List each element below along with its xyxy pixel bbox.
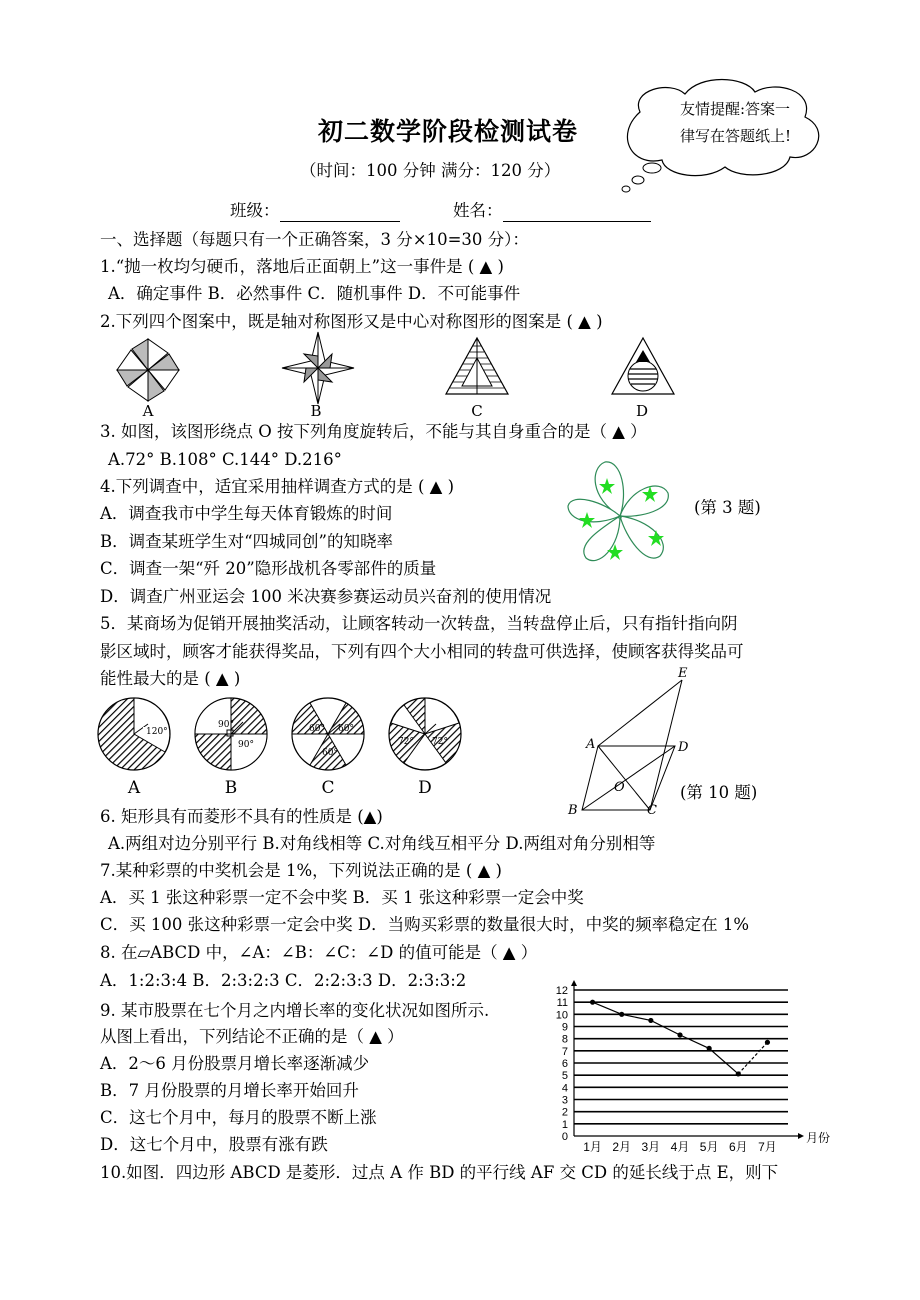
q10-point-o: O <box>614 780 625 795</box>
q9-line-1: 9. 某市股票在七个月之内增长率的变化状况如图所示. <box>100 1001 490 1020</box>
q5-spinners <box>96 694 476 780</box>
q2-label-d: D <box>635 402 649 420</box>
spinner-c-angle-2: 60° <box>338 724 354 734</box>
spinner-b-angle-1: 90° <box>218 720 234 730</box>
spinner-b <box>195 698 267 770</box>
q9-option-d: D．这七个月中，股票有涨有跌 <box>100 1135 328 1154</box>
q10-point-a: A <box>586 737 596 752</box>
q2-stem: 2.下列四个图案中，既是轴对称图形又是中心对称图形的图案是 ( ▲ ) <box>100 312 603 331</box>
q2-figure-b-compass <box>280 330 356 406</box>
q3-caption: (第 3 题) <box>694 498 761 517</box>
x-tick-label: 3月 <box>641 1140 661 1154</box>
x-axis-label: 月份 <box>806 1131 831 1145</box>
y-tick-label: 10 <box>555 1009 568 1022</box>
y-tick-label: 4 <box>561 1082 568 1095</box>
y-tick-label: 3 <box>561 1094 568 1107</box>
y-tick-label: 11 <box>556 997 568 1010</box>
y-tick-label: 8 <box>561 1033 568 1046</box>
x-tick-label: 6月 <box>728 1140 748 1154</box>
name-label: 姓名： <box>453 201 503 220</box>
spinner-c-angle-1: 60° <box>309 724 325 734</box>
q9-option-c: C．这七个月中，每月的股票不断上涨 <box>100 1108 377 1127</box>
x-tick-label: 2月 <box>612 1140 632 1154</box>
q7-stem: 7.某种彩票的中奖机会是 1%，下列说法正确的是 ( ▲ ) <box>100 861 502 880</box>
q4-option-d: D．调查广州亚运会 100 米决赛参赛运动员兴奋剂的使用情况 <box>100 587 552 606</box>
x-tick-label: 5月 <box>699 1140 719 1154</box>
spinner-d-angle-2: 72° <box>432 737 448 747</box>
q5-label-c: C <box>321 778 335 798</box>
spinner-c-angle-3: 60° <box>322 748 338 758</box>
name-field <box>453 200 651 222</box>
page-title: 初二数学阶段检测试卷 <box>318 117 579 146</box>
q3-options: A.72° B.108° C.144° D.216° <box>108 450 342 469</box>
data-point <box>765 1040 770 1045</box>
q2-figure-a-pinwheel <box>112 335 184 405</box>
y-tick-label: 5 <box>561 1070 568 1083</box>
q5-label-b: B <box>224 778 238 798</box>
q8-options: A．1:2:3:4 B．2:3:2:3 C．2:2:3:3 D．2:3:3:2 <box>100 971 467 990</box>
y-tick-label: 2 <box>561 1106 568 1119</box>
exam-subtitle: （时间：100 分钟 满分：120 分） <box>300 161 561 180</box>
q10-point-c: C <box>647 803 657 818</box>
section-heading: 一、选择题（每题只有一个正确答案，3 分×10=30 分）： <box>100 230 529 249</box>
data-point <box>736 1071 741 1076</box>
q6-stem: 6. 矩形具有而菱形不具有的性质是 (▲) <box>100 807 383 826</box>
spinner-d-angle-1: 72° <box>398 737 414 747</box>
q10-point-e: E <box>678 666 688 681</box>
q4-option-a: A．调查我市中学生每天体育锻炼的时间 <box>100 504 393 523</box>
y-axis-arrow <box>571 980 577 986</box>
x-tick-label: 1月 <box>583 1140 602 1154</box>
class-field <box>230 200 400 222</box>
y-tick-label: 1 <box>561 1118 568 1131</box>
spinner-a-angle: 120° <box>146 727 168 737</box>
q6-options: A.两组对边分别平行 B.对角线相等 C.对角线互相平分 D.两组对角分别相等 <box>108 834 656 853</box>
q5-line-2: 影区域时，顾客才能获得奖品，下列有四个大小相同的转盘可供选择，使顾客获得奖品可 <box>100 642 744 661</box>
reminder-line-1: 友情提醒:答案一 <box>680 100 791 118</box>
q2-figure-c-triangle <box>444 336 510 396</box>
y-tick-label: 6 <box>561 1058 568 1070</box>
q1-options: A．确定事件 B．必然事件 C．随机事件 D．不可能事件 <box>108 284 521 303</box>
q10-stem: 10.如图．四边形 ABCD 是菱形．过点 A 作 BD 的平行线 AF 交 CD 的延长线于点 E，则下 <box>100 1163 779 1182</box>
q3-flower-figure <box>560 458 684 576</box>
q5-line-3: 能性最大的是 ( ▲ ) <box>100 669 241 688</box>
y-tick-label: 7 <box>561 1045 568 1058</box>
q4-option-b: B．调查某班学生对“四城同创”的知晓率 <box>100 532 393 551</box>
data-point <box>677 1032 682 1037</box>
q5-label-a: A <box>127 778 141 798</box>
class-blank <box>280 203 400 222</box>
q1-stem: 1.“抛一枚均匀硬币，落地后正面朝上”这一事件是 ( ▲ ) <box>100 257 504 276</box>
q5-label-d: D <box>418 778 432 798</box>
y-tick-label: 12 <box>555 985 568 997</box>
q2-label-a: A <box>142 402 154 420</box>
q8-stem: 8. 在▱ABCD 中，∠A：∠B：∠C：∠D 的值可能是（ ▲ ） <box>100 943 538 962</box>
data-point <box>590 1000 595 1005</box>
y-tick-label: 9 <box>561 1021 568 1034</box>
spinner-c <box>292 698 364 770</box>
q9-option-b: B．7 月份股票的月增长率开始回升 <box>100 1081 359 1100</box>
q9-line-2: 从图上看出，下列结论不正确的是（ ▲ ） <box>100 1027 404 1046</box>
q9-option-a: A．2～6 月份股票月增长率逐渐减少 <box>100 1054 370 1073</box>
reminder-line-2: 律写在答题纸上! <box>680 127 792 145</box>
spinner-b-angle-2: 90° <box>238 740 254 750</box>
data-point <box>648 1018 653 1023</box>
q3-stem: 3. 如图，该图形绕点 O 按下列角度旋转后，不能与其自身重合的是（ ▲ ） <box>100 422 647 441</box>
spinner-d <box>389 698 461 770</box>
q7-options-ab: A．买 1 张这种彩票一定不会中奖 B．买 1 张这种彩票一定会中奖 <box>100 888 584 907</box>
name-blank <box>503 203 651 222</box>
q7-options-cd: C．买 100 张这种彩票一定会中奖 D．当购买彩票的数量很大时，中奖的频率稳定在 1% <box>100 915 750 934</box>
x-tick-label: 7月 <box>758 1140 777 1154</box>
q2-label-c: C <box>471 402 483 420</box>
data-point <box>707 1046 712 1051</box>
q10-point-b: B <box>568 803 578 818</box>
q4-stem: 4.下列调查中，适宜采用抽样调查方式的是 ( ▲ ) <box>100 477 455 496</box>
q10-point-d: D <box>678 740 689 755</box>
q9-line-chart <box>540 976 840 1154</box>
series-line-rebound <box>738 1042 767 1074</box>
data-point <box>619 1012 624 1017</box>
q2-label-b: B <box>310 402 322 420</box>
y-tick-label: 0 <box>561 1131 568 1143</box>
x-tick-label: 4月 <box>670 1140 690 1154</box>
q10-caption: (第 10 题) <box>680 783 758 802</box>
q5-line-1: 5．某商场为促销开展抽奖活动，让顾客转动一次转盘，当转盘停止后，只有指针指向阴 <box>100 614 738 633</box>
class-label: 班级： <box>230 201 280 220</box>
x-axis-arrow <box>798 1133 804 1139</box>
q2-figure-d-triangle-circle <box>610 336 676 396</box>
q4-option-c: C．调查一架“歼 20”隐形战机各零部件的质量 <box>100 559 437 578</box>
svg-text:o: o <box>618 513 623 521</box>
